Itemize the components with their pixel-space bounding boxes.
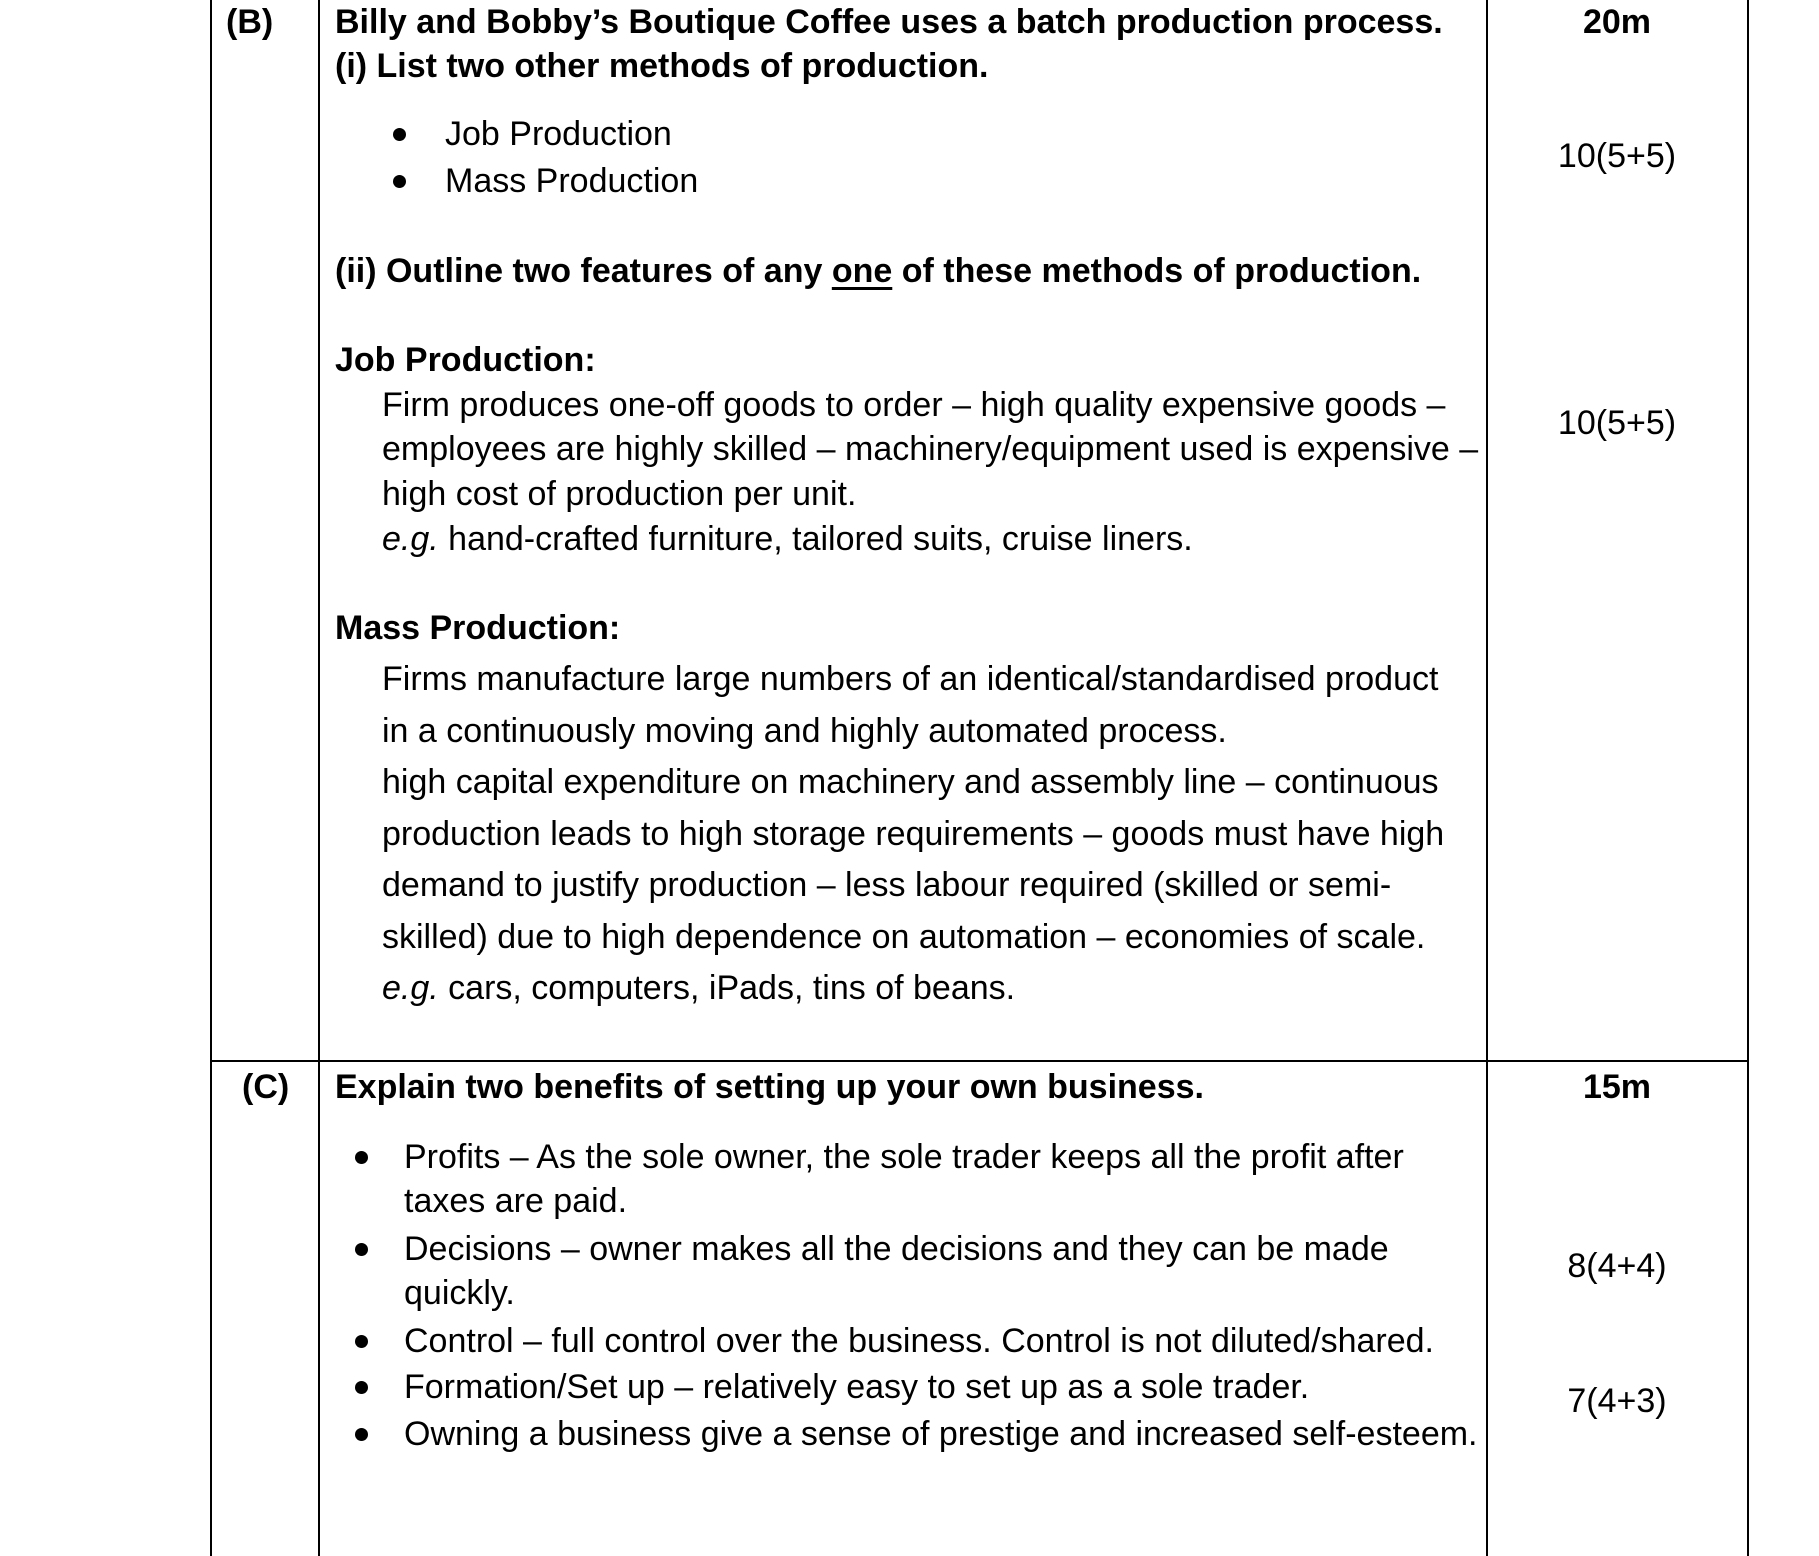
bullet-dot: [355, 1243, 368, 1256]
benefit-profits-cont: taxes are paid.: [404, 1182, 628, 1220]
section-b-label: (B): [226, 3, 274, 41]
eg-text: cars, computers, iPads, tins of beans.: [438, 969, 1016, 1007]
bullet-dot: [393, 128, 406, 141]
eg-label: e.g.: [382, 520, 439, 558]
table-divider-label: [318, 0, 320, 1556]
benefit-decisions-cont: quickly.: [404, 1274, 515, 1312]
bullet-dot: [355, 1335, 368, 1348]
part-ii-marks: 10(5+5): [1557, 404, 1677, 442]
answer-mass-production: Mass Production: [445, 162, 699, 200]
mass-production-heading: Mass Production:: [335, 609, 621, 647]
table-divider-marks: [1486, 0, 1488, 1556]
bullet-dot: [355, 1151, 368, 1164]
part-ii-question-start: (ii) Outline two features of any: [335, 252, 832, 290]
bullet-dot: [393, 175, 406, 188]
part-ii-question-emphasis: one: [831, 252, 893, 290]
part-ii-question-end: of these methods of production.: [892, 252, 1422, 290]
part-i-question: (i) List two other methods of production.: [335, 47, 989, 85]
job-production-line: high cost of production per unit.: [382, 475, 857, 513]
section-c-label: (C): [242, 1068, 290, 1106]
benefit-prestige: Owning a business give a sense of prestige and increased self-esteem.: [404, 1415, 1478, 1453]
bullet-dot: [355, 1381, 368, 1394]
job-production-line: Firm produces one-off goods to order – high quality expensive goods –: [382, 386, 1446, 424]
answer-job-production: Job Production: [445, 115, 672, 153]
section-c-marks-b: 7(4+3): [1567, 1382, 1667, 1420]
mass-production-example: [382, 968, 1015, 1008]
eg-text: hand-crafted furniture, tailored suits, cruise liners.: [438, 520, 1193, 558]
mass-production-line: skilled) due to high dependence on automation – economies of scale.: [382, 918, 1426, 956]
table-border-right: [1747, 0, 1749, 1556]
job-production-heading: Job Production:: [335, 341, 596, 379]
section-c-marks-a: 8(4+4): [1567, 1247, 1667, 1285]
table-row-separator: [210, 1060, 1749, 1062]
section-c-marks-total: 15m: [1582, 1068, 1652, 1106]
benefit-control: Control – full control over the business. Control is not diluted/shared.: [404, 1322, 1434, 1360]
mass-production-line: production leads to high storage requirements – goods must have high: [382, 815, 1445, 853]
mass-production-line: Firms manufacture large numbers of an identical/standardised product: [382, 660, 1439, 698]
section-b-question: Billy and Bobby’s Boutique Coffee uses a batch production process.: [335, 3, 1443, 41]
eg-label: e.g.: [382, 969, 439, 1007]
bullet-dot: [355, 1428, 368, 1441]
part-i-marks: 10(5+5): [1557, 137, 1677, 175]
part-ii-question: [335, 251, 1421, 291]
mass-production-line: in a continuously moving and highly automated process.: [382, 712, 1227, 750]
job-production-line: employees are highly skilled – machinery/equipment used is expensive –: [382, 430, 1479, 468]
table-border-left: [210, 0, 212, 1556]
section-b-marks-total: 20m: [1582, 3, 1652, 41]
job-production-example: [382, 519, 1193, 559]
mass-production-line: demand to justify production – less labour required (skilled or semi-: [382, 866, 1392, 904]
benefit-decisions: Decisions – owner makes all the decisions and they can be made: [404, 1230, 1389, 1268]
mass-production-line: high capital expenditure on machinery and assembly line – continuous: [382, 763, 1439, 801]
benefit-profits: Profits – As the sole owner, the sole trader keeps all the profit after: [404, 1138, 1404, 1176]
section-c-question: Explain two benefits of setting up your own business.: [335, 1068, 1204, 1106]
benefit-formation: Formation/Set up – relatively easy to set up as a sole trader.: [404, 1368, 1310, 1406]
